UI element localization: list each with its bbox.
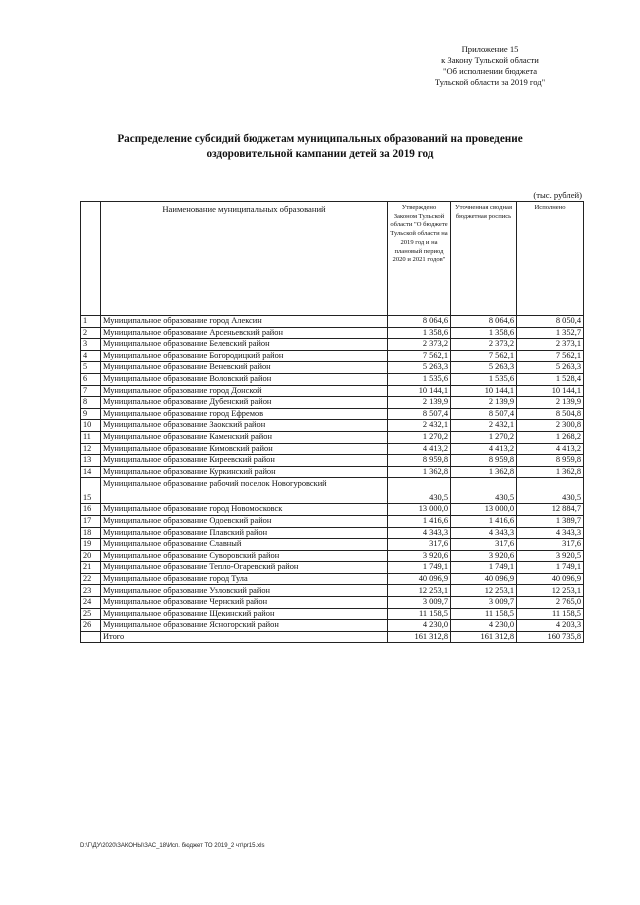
row-index: 10 [81, 420, 101, 432]
units-label: (тыс. рублей) [533, 190, 582, 200]
table-row [81, 539, 584, 551]
row-index: 16 [81, 504, 101, 516]
row-executed: 2 765,0 [517, 597, 584, 609]
row-executed: 1 352,7 [517, 327, 584, 339]
row-executed: 1 362,8 [517, 466, 584, 478]
row-name: Муниципальное образование Заокский район [101, 420, 388, 432]
row-name: Муниципальное образование Щекинский район [101, 608, 388, 620]
row-executed: 8 504,8 [517, 408, 584, 420]
row-index: 20 [81, 550, 101, 562]
row-refined: 8 507,4 [451, 408, 517, 420]
annex-line-4: Тульской области за 2019 год" [434, 77, 546, 87]
row-executed: 4 413,2 [517, 443, 584, 455]
row-refined: 4 230,0 [451, 620, 517, 632]
row-refined: 1 362,8 [451, 466, 517, 478]
row-refined: 8 064,6 [451, 316, 517, 328]
row-executed: 2 300,8 [517, 420, 584, 432]
row-approved: 2 373,2 [388, 339, 451, 351]
row-index: 14 [81, 466, 101, 478]
row-refined: 13 000,0 [451, 504, 517, 516]
row-index: 21 [81, 562, 101, 574]
row-name: Муниципальное образование Дубенский район [101, 397, 388, 409]
row-index: 9 [81, 408, 101, 420]
total-refined: 161 312,8 [451, 631, 517, 643]
row-name: Муниципальное образование Кимовский район [101, 443, 388, 455]
row-refined: 430,5 [451, 478, 517, 504]
row-approved: 430,5 [388, 478, 451, 504]
row-name: Муниципальное образование Арсеньевский район [101, 327, 388, 339]
row-executed: 317,6 [517, 539, 584, 551]
row-executed: 430,5 [517, 478, 584, 504]
row-executed: 4 343,3 [517, 527, 584, 539]
row-executed: 12 884,7 [517, 504, 584, 516]
total-row [81, 631, 584, 643]
row-refined: 3 009,7 [451, 597, 517, 609]
row-approved: 13 000,0 [388, 504, 451, 516]
row-executed: 2 373,1 [517, 339, 584, 351]
row-name: Муниципальное образование Ясногорский район [101, 620, 388, 632]
row-executed: 1 389,7 [517, 515, 584, 527]
table-row [81, 443, 584, 455]
table-row [81, 466, 584, 478]
row-refined: 317,6 [451, 539, 517, 551]
table-row [81, 420, 584, 432]
row-refined: 1 270,2 [451, 431, 517, 443]
header-index [81, 202, 101, 316]
table-row [81, 620, 584, 632]
table-row [81, 504, 584, 516]
row-refined: 10 144,1 [451, 385, 517, 397]
table-row [81, 573, 584, 585]
row-executed: 5 263,3 [517, 362, 584, 374]
row-approved: 3 920,6 [388, 550, 451, 562]
table-row [81, 478, 584, 504]
row-name: Муниципальное образование город Донской [101, 385, 388, 397]
row-name: Муниципальное образование город Ефремов [101, 408, 388, 420]
row-index: 2 [81, 327, 101, 339]
row-refined: 4 413,2 [451, 443, 517, 455]
table-row [81, 585, 584, 597]
table-row [81, 431, 584, 443]
row-index: 25 [81, 608, 101, 620]
row-index: 11 [81, 431, 101, 443]
row-index: 8 [81, 397, 101, 409]
row-index: 24 [81, 597, 101, 609]
row-name: Муниципальное образование Белевский район [101, 339, 388, 351]
row-index: 23 [81, 585, 101, 597]
total-label: Итого [101, 631, 388, 643]
row-approved: 4 343,3 [388, 527, 451, 539]
row-approved: 1 535,6 [388, 373, 451, 385]
annex-line-1: Приложение 15 [461, 44, 519, 54]
title-line-2: оздоровительной кампании детей за 2019 год [206, 148, 434, 160]
table-header-row [81, 202, 584, 316]
row-approved: 8 959,8 [388, 455, 451, 467]
row-approved: 1 270,2 [388, 431, 451, 443]
row-refined: 7 562,1 [451, 350, 517, 362]
row-index: 22 [81, 573, 101, 585]
row-name: Муниципальное образование Воловский район [101, 373, 388, 385]
header-approved: Утверждено Законом Тульской области "О бюджете Тульской области на 2019 год и на плановый период 2020 и 2021 годов" [388, 202, 451, 316]
table-row [81, 550, 584, 562]
table-row [81, 597, 584, 609]
document-title [60, 132, 580, 162]
row-index: 6 [81, 373, 101, 385]
row-name: Муниципальное образование Одоевский район [101, 515, 388, 527]
title-line-1: Распределение субсидий бюджетам муниципальных образований на проведение [117, 133, 523, 145]
subsidy-table [80, 201, 584, 643]
table-row [81, 527, 584, 539]
table-row [81, 339, 584, 351]
row-executed: 12 253,1 [517, 585, 584, 597]
table-row [81, 385, 584, 397]
row-name: Муниципальное образование Киреевский район [101, 455, 388, 467]
row-refined: 4 343,3 [451, 527, 517, 539]
row-index: 26 [81, 620, 101, 632]
row-name: Муниципальное образование Чернский район [101, 597, 388, 609]
row-approved: 1 749,1 [388, 562, 451, 574]
table-row [81, 455, 584, 467]
row-name: Муниципальное образование Плавский район [101, 527, 388, 539]
row-executed: 3 920,5 [517, 550, 584, 562]
row-name: Муниципальное образование рабочий поселок Новогуровский [101, 478, 388, 504]
row-refined: 1 416,6 [451, 515, 517, 527]
row-refined: 11 158,5 [451, 608, 517, 620]
header-name: Наименование муниципальных образований [101, 202, 388, 316]
row-index: 19 [81, 539, 101, 551]
row-index: 13 [81, 455, 101, 467]
row-name: Муниципальное образование город Тула [101, 573, 388, 585]
row-index: 12 [81, 443, 101, 455]
row-refined: 2 432,1 [451, 420, 517, 432]
row-name: Муниципальное образование Веневский район [101, 362, 388, 374]
row-refined: 40 096,9 [451, 573, 517, 585]
total-executed: 160 735,8 [517, 631, 584, 643]
row-name: Муниципальное образование Куркинский район [101, 466, 388, 478]
row-approved: 317,6 [388, 539, 451, 551]
row-executed: 2 139,9 [517, 397, 584, 409]
row-approved: 2 139,9 [388, 397, 451, 409]
row-index: 17 [81, 515, 101, 527]
row-approved: 12 253,1 [388, 585, 451, 597]
annex-block [380, 44, 600, 88]
row-index: 4 [81, 350, 101, 362]
table-row [81, 316, 584, 328]
row-name: Муниципальное образование Тепло-Огаревский район [101, 562, 388, 574]
file-path-footer: D:\Г\ДУ\2020\ЗАКОНЫ\ЗАС_18\Исп. бюджет ТО 2019_2 чт\pr15.xls [80, 843, 265, 849]
row-refined: 1 749,1 [451, 562, 517, 574]
row-name: Муниципальное образование Славный [101, 539, 388, 551]
row-approved: 1 362,8 [388, 466, 451, 478]
row-approved: 7 562,1 [388, 350, 451, 362]
row-approved: 11 158,5 [388, 608, 451, 620]
table-row [81, 397, 584, 409]
table-row [81, 373, 584, 385]
row-approved: 10 144,1 [388, 385, 451, 397]
row-refined: 1 358,6 [451, 327, 517, 339]
row-approved: 5 263,3 [388, 362, 451, 374]
row-name: Муниципальное образование Богородицкий район [101, 350, 388, 362]
table-row [81, 562, 584, 574]
table-row [81, 327, 584, 339]
row-name: Муниципальное образование город Новомосковск [101, 504, 388, 516]
row-refined: 8 959,8 [451, 455, 517, 467]
row-executed: 1 528,4 [517, 373, 584, 385]
table-row [81, 408, 584, 420]
row-name: Муниципальное образование Узловский район [101, 585, 388, 597]
row-refined: 2 373,2 [451, 339, 517, 351]
table-row [81, 515, 584, 527]
header-refined: Уточненная сводная бюджетная роспись [451, 202, 517, 316]
row-refined: 5 263,3 [451, 362, 517, 374]
row-approved: 3 009,7 [388, 597, 451, 609]
row-refined: 3 920,6 [451, 550, 517, 562]
row-executed: 8 050,4 [517, 316, 584, 328]
row-name: Муниципальное образование Суворовский район [101, 550, 388, 562]
row-executed: 8 959,8 [517, 455, 584, 467]
row-approved: 1 416,6 [388, 515, 451, 527]
row-approved: 4 413,2 [388, 443, 451, 455]
annex-line-2: к Закону Тульской области [441, 55, 539, 65]
table-row [81, 608, 584, 620]
row-executed: 1 749,1 [517, 562, 584, 574]
table-row [81, 350, 584, 362]
row-name: Муниципальное образование Каменский район [101, 431, 388, 443]
row-approved: 2 432,1 [388, 420, 451, 432]
row-executed: 10 144,1 [517, 385, 584, 397]
annex-line-3: "Об исполнении бюджета [442, 66, 538, 76]
row-approved: 4 230,0 [388, 620, 451, 632]
row-index: 1 [81, 316, 101, 328]
row-name: Муниципальное образование город Алексин [101, 316, 388, 328]
row-executed: 4 203,3 [517, 620, 584, 632]
row-index: 3 [81, 339, 101, 351]
row-index: 15 [81, 478, 101, 504]
row-executed: 11 158,5 [517, 608, 584, 620]
row-index: 18 [81, 527, 101, 539]
row-approved: 1 358,6 [388, 327, 451, 339]
row-executed: 7 562,1 [517, 350, 584, 362]
row-index: 5 [81, 362, 101, 374]
table-row [81, 362, 584, 374]
row-approved: 40 096,9 [388, 573, 451, 585]
row-refined: 12 253,1 [451, 585, 517, 597]
row-approved: 8 507,4 [388, 408, 451, 420]
row-executed: 1 268,2 [517, 431, 584, 443]
row-index: 7 [81, 385, 101, 397]
row-refined: 1 535,6 [451, 373, 517, 385]
total-approved: 161 312,8 [388, 631, 451, 643]
row-executed: 40 096,9 [517, 573, 584, 585]
row-approved: 8 064,6 [388, 316, 451, 328]
total-index [81, 631, 101, 643]
header-executed: Исполнено [517, 202, 584, 316]
row-refined: 2 139,9 [451, 397, 517, 409]
